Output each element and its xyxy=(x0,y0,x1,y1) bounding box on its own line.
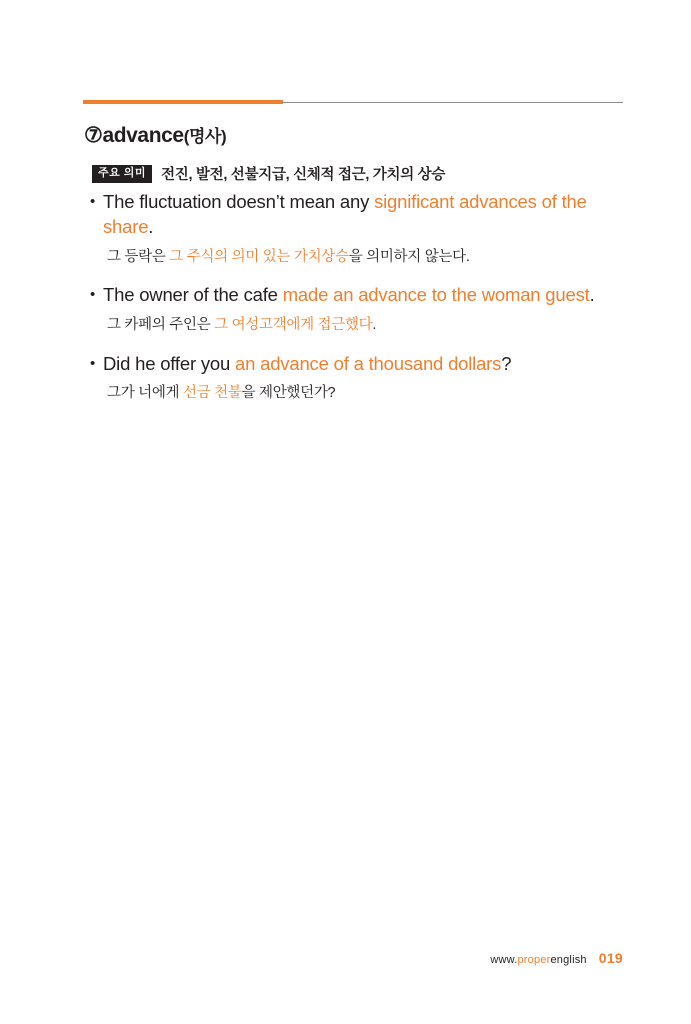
header-rule xyxy=(83,100,623,106)
site-url-prefix: www. xyxy=(490,954,518,966)
korean-plain-post: 을 제안했던가? xyxy=(241,385,336,402)
example-korean xyxy=(107,383,630,403)
english-plain-post: ? xyxy=(501,352,512,374)
example-english xyxy=(90,190,630,240)
english-highlight: an advance of a thousand dollars xyxy=(235,352,502,374)
korean-plain-post: 을 의미하지 않는다. xyxy=(348,248,470,265)
site-url xyxy=(490,954,586,966)
english-plain-post: . xyxy=(148,215,154,237)
korean-highlight: 그 주식의 의미 있는 가치상승 xyxy=(169,248,349,265)
example-english xyxy=(90,352,630,377)
header-rule-accent xyxy=(83,100,283,104)
page-footer xyxy=(490,950,623,966)
bullet-icon: • xyxy=(90,354,96,372)
meaning-text: 전진, 발전, 선불지급, 신체적 접근, 가치의 상승 xyxy=(161,167,446,183)
english-plain-post: . xyxy=(589,284,595,306)
korean-highlight: 그 여성고객에게 접근했다 xyxy=(214,317,373,334)
example-english xyxy=(90,283,630,308)
bullet-icon: • xyxy=(90,193,96,210)
bullet-icon: • xyxy=(90,286,96,304)
list-item xyxy=(90,283,630,335)
example-english-text xyxy=(103,352,630,377)
example-korean xyxy=(107,315,630,335)
page-number: 019 xyxy=(598,950,623,966)
english-highlight: significant advances of the share xyxy=(103,191,587,237)
headword-text: advance xyxy=(102,124,184,147)
english-plain-pre: Did he offer you xyxy=(103,352,236,374)
site-url-brand: proper xyxy=(517,954,551,966)
status-badge: 주요 의미 xyxy=(92,165,152,183)
example-list xyxy=(90,190,630,420)
english-plain-pre: The owner of the cafe xyxy=(103,284,283,306)
english-plain-pre: The fluctuation doesn’t mean any xyxy=(103,191,375,212)
english-highlight: made an advance to the woman guest xyxy=(282,284,590,306)
example-english-text xyxy=(103,283,630,308)
korean-highlight: 선금 천불 xyxy=(183,385,242,402)
korean-plain-post: . xyxy=(372,317,377,334)
part-of-speech: (명사) xyxy=(183,127,227,146)
korean-plain-pre: 그가 너에게 xyxy=(107,385,183,402)
entry-number: ⑦ xyxy=(84,124,103,147)
example-english-text xyxy=(103,190,630,240)
korean-plain-pre: 그 등락은 xyxy=(107,248,170,265)
meaning-row xyxy=(92,163,445,184)
list-item xyxy=(90,352,630,404)
list-item xyxy=(90,190,630,267)
site-url-suffix: english xyxy=(550,954,587,966)
example-korean xyxy=(107,247,630,267)
korean-plain-pre: 그 카페의 주인은 xyxy=(107,317,215,334)
page-title xyxy=(84,122,226,148)
